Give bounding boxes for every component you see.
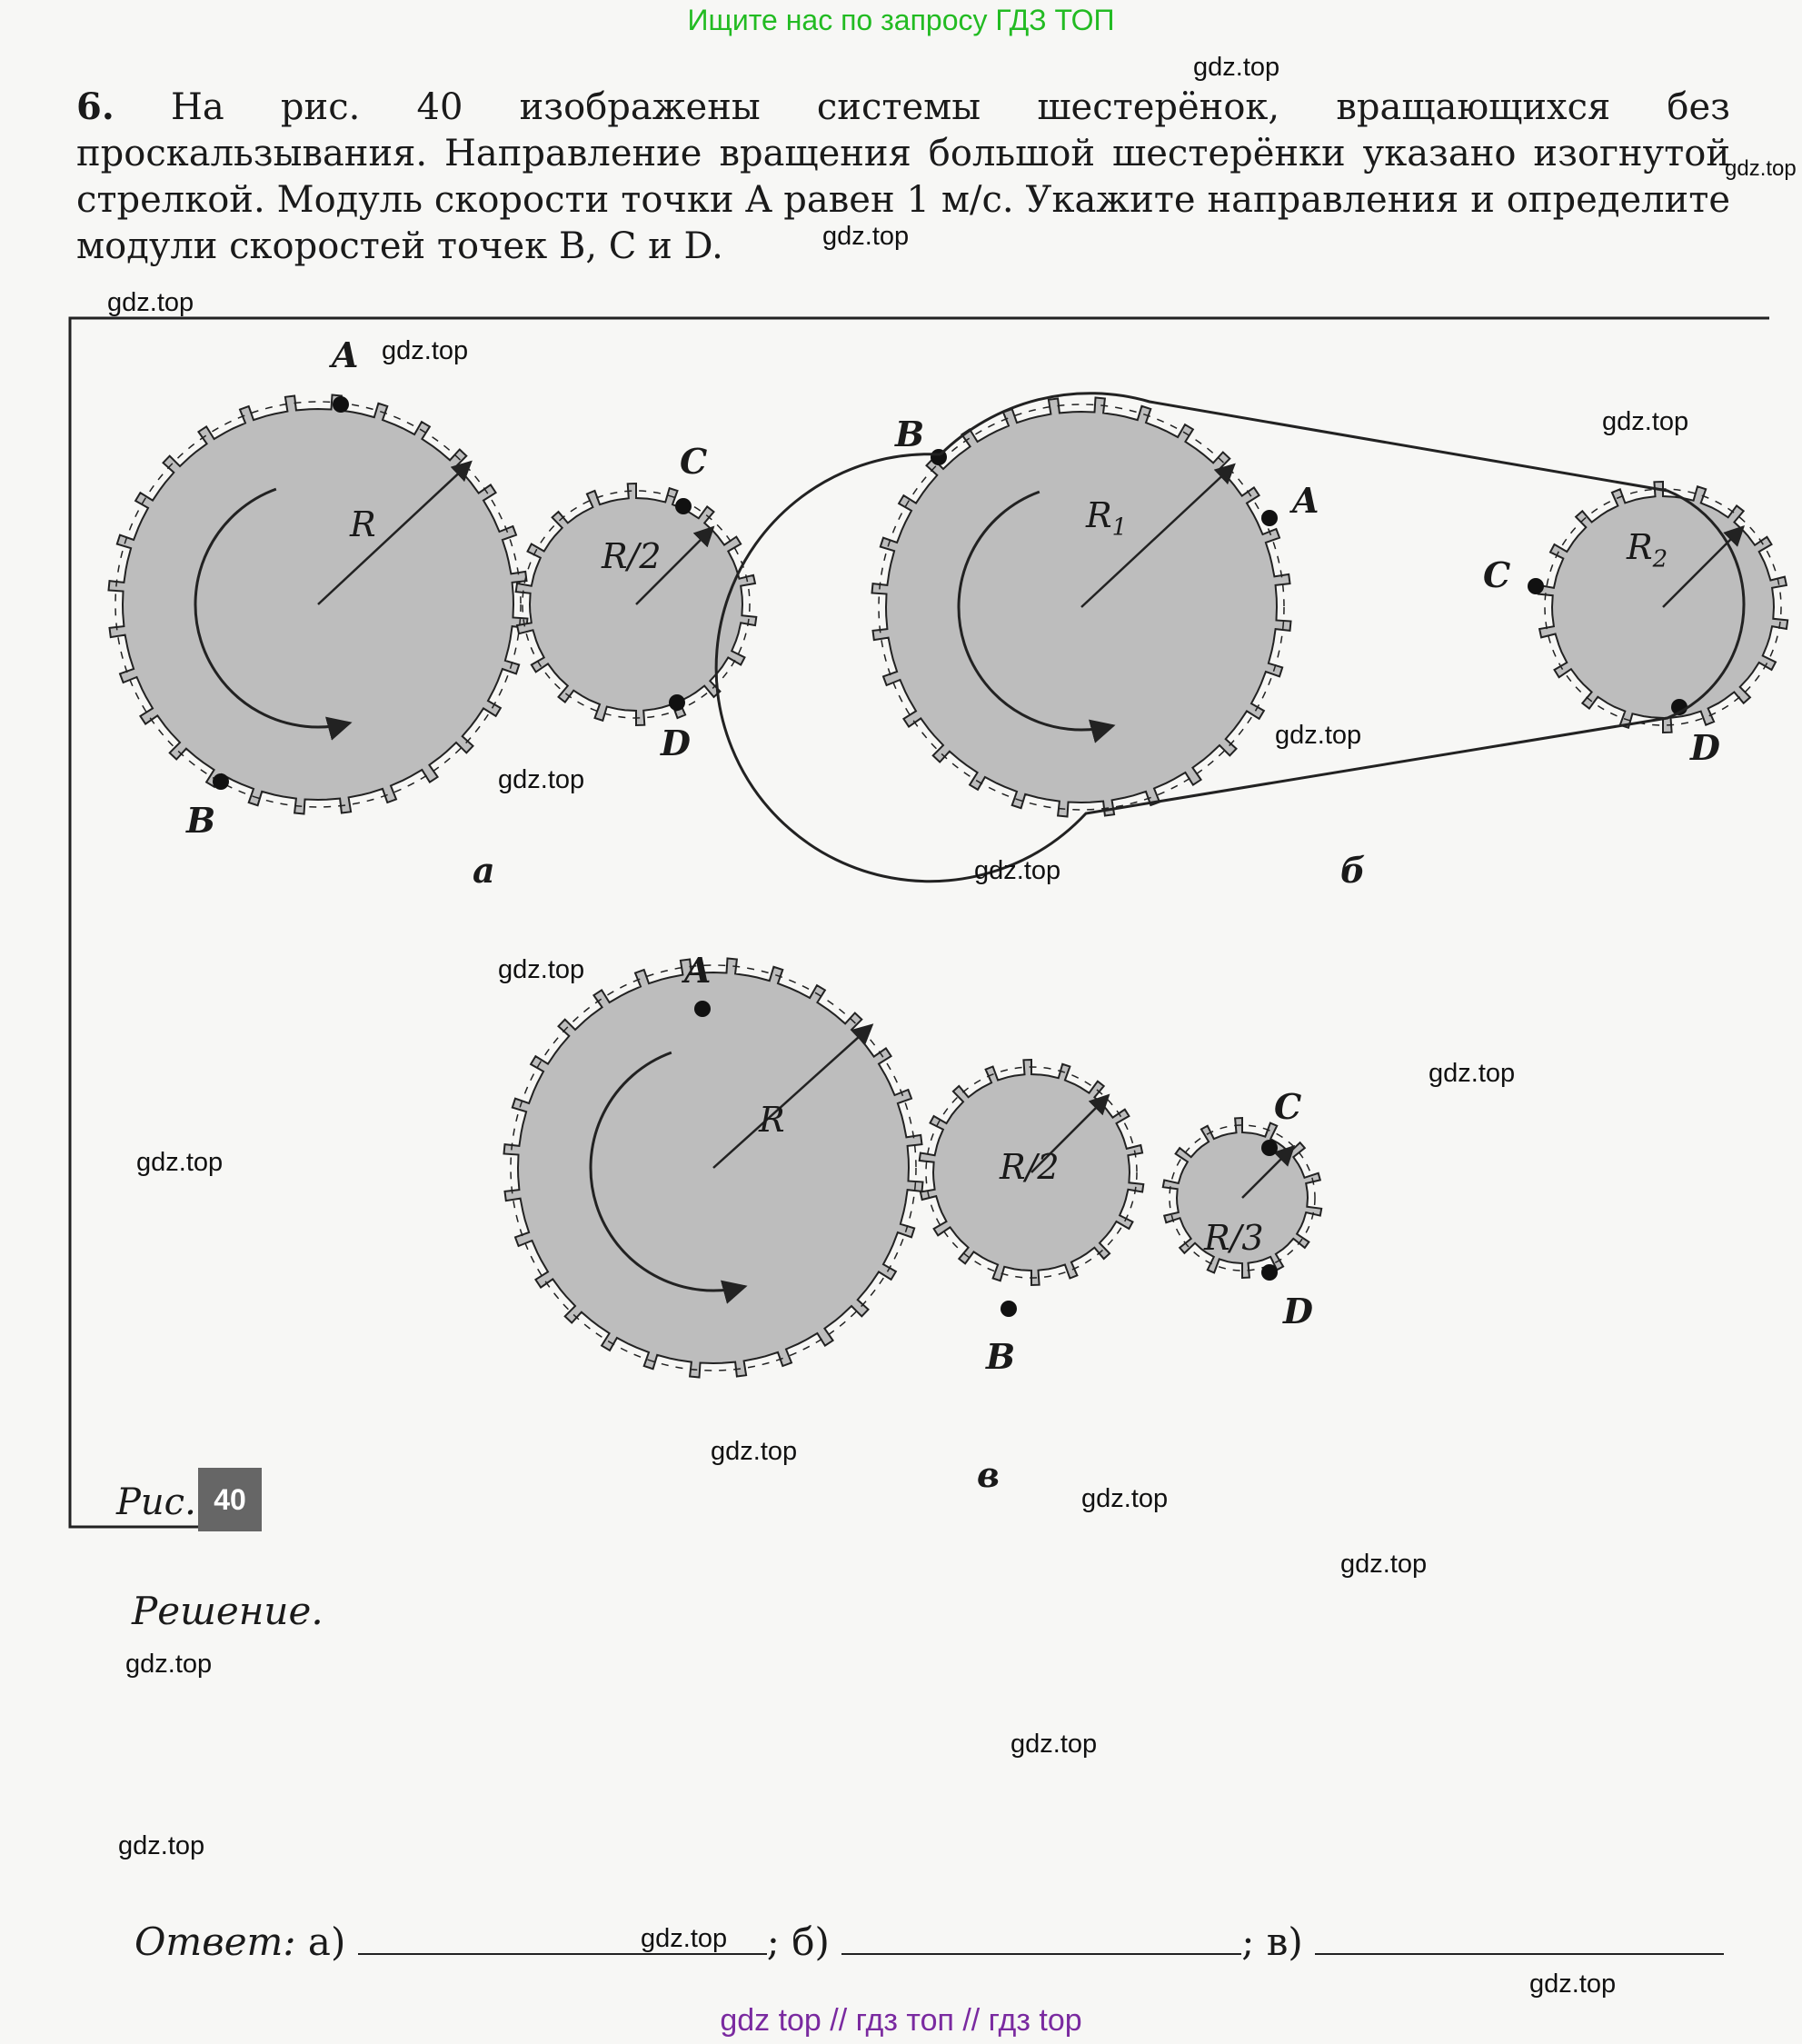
point-A-v <box>694 1001 711 1017</box>
footer: gdz top // гдз топ // гдз top <box>720 2003 1082 2038</box>
watermark: gdz.top <box>974 856 1061 885</box>
point-D-v <box>1261 1264 1278 1281</box>
watermark: gdz.top <box>118 1831 205 1860</box>
problem-body: На рис. 40 изображены системы шестерёнок, вращающихся без проскальзывания. Направление вращения большой шестерёнки указано изогнутой стрелкой. Модуль скорости точки A равен 1 м/с. Укажите направления и определите модули скоростей точек B, C и D. <box>76 86 1731 267</box>
watermark: gdz.top <box>125 1650 213 1679</box>
label-A-a: A <box>332 334 359 375</box>
label-C-a: C <box>680 441 708 482</box>
label-R-v: R <box>759 1100 785 1140</box>
label-B-b: B <box>895 414 925 454</box>
watermark: gdz.top <box>1602 407 1689 436</box>
watermark: gdz.top <box>1081 1484 1169 1513</box>
label-Rhalf-v: R/2 <box>1000 1147 1060 1187</box>
label-R2: $R_2$ <box>1627 527 1668 573</box>
top-banner: Ищите нас по запросу ГДЗ ТОП <box>687 4 1115 36</box>
answer-b-label: ; б) <box>766 1919 830 1964</box>
point-D-a <box>669 694 685 711</box>
sublabel-a: а <box>473 850 495 891</box>
label-B-a: B <box>186 800 216 841</box>
label-Rhalf-a: R/2 <box>602 536 662 576</box>
sublabel-v: в <box>977 1454 1000 1495</box>
label-D-a: D <box>661 723 691 763</box>
label-A-b: A <box>1292 480 1319 521</box>
point-C-a <box>675 498 692 514</box>
watermark: gdz.top <box>1193 53 1280 82</box>
answer-a-label: а) <box>307 1919 346 1964</box>
point-C-b <box>1528 578 1544 594</box>
solution-label: Решение. <box>132 1589 324 1633</box>
point-A-b <box>1261 510 1278 526</box>
label-R1: $R_1$ <box>1086 495 1128 542</box>
answer-line <box>134 1919 1725 1964</box>
point-A-a <box>333 396 349 413</box>
label-B-v: B <box>986 1336 1016 1377</box>
label-Rthird-v: R/3 <box>1204 1218 1264 1258</box>
watermark: gdz.top <box>1340 1550 1428 1579</box>
watermark: gdz.top <box>136 1148 224 1177</box>
point-C-v <box>1261 1140 1278 1156</box>
answer-b-blank[interactable] <box>841 1926 1241 1955</box>
watermark: gdz.top <box>1529 1969 1617 1999</box>
watermark: gdz.top <box>822 222 910 251</box>
watermark: gdz.top <box>498 955 585 984</box>
watermark: gdz.top <box>1011 1730 1098 1759</box>
answer-v-label: ; в) <box>1241 1919 1303 1964</box>
watermark: gdz.top <box>711 1437 798 1466</box>
watermark: gdz.top <box>1275 721 1362 750</box>
watermark: gdz.top <box>1429 1059 1516 1088</box>
figure-caption: Рис. <box>116 1481 196 1523</box>
answer-v-blank[interactable] <box>1315 1926 1724 1955</box>
watermark: gdz.top <box>382 336 469 365</box>
label-D-v: D <box>1283 1291 1313 1331</box>
sublabel-b: б <box>1340 850 1366 891</box>
point-B-v <box>1001 1301 1017 1317</box>
problem-number: 6. <box>76 85 114 128</box>
watermark: gdz.top <box>641 1924 728 1953</box>
answer-label: Ответ: <box>134 1919 296 1964</box>
label-D-b: D <box>1690 727 1720 768</box>
watermark: gdz.top <box>498 765 585 794</box>
label-C-b: C <box>1483 554 1511 595</box>
watermark: gdz.top <box>107 288 194 317</box>
point-B-a <box>213 773 229 790</box>
watermark: gdz.top <box>1725 156 1797 181</box>
label-C-v: C <box>1274 1086 1302 1127</box>
label-A-v: A <box>684 950 712 991</box>
figure-number: 40 <box>198 1468 262 1531</box>
label-R-a: R <box>350 504 376 544</box>
